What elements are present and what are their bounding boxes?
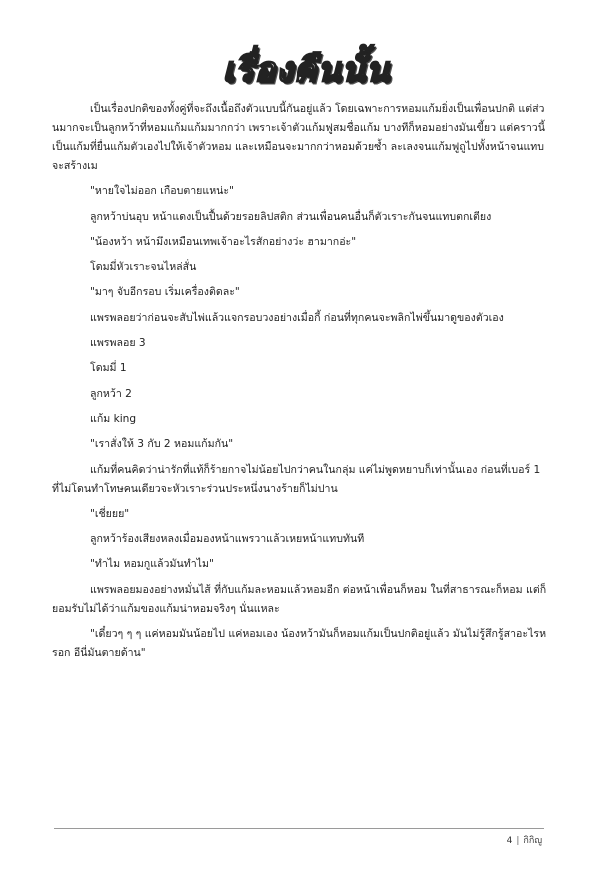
footer-separator: | [516, 836, 520, 846]
paragraph: "เดี๋ยวๆ ๆ ๆ แค่หอมมันน้อยไป แค่หอมเอง น้องหว้ามันก็หอมแก้มเป็นปกติอยู่แล้ว มันไม่รู้สึกรู้สาอะไรหรอก อีนี่มันตายด้าน" [52, 628, 547, 660]
paragraph: "น้องหว้า หน้ามึงเหมือนเทพเจ้าอะไรสักอย่างว่ะ ฮามากอ่ะ" [90, 235, 357, 248]
paragraph: แก้ม king [90, 412, 137, 425]
paragraph: "เราสั่งให้ 3 กับ 2 หอมแก้มกัน" [90, 438, 234, 451]
paragraph: แพรพลอยว่าก่อนจะสับไพ่แล้วแจกรอบวงอย่างเมื่อกี้ ก่อนที่ทุกคนจะพลิกไพ่ขึ้นมาดูของตัวเอง [90, 311, 504, 324]
title-area [0, 48, 612, 92]
footer-divider [54, 828, 544, 829]
paragraph: "เชี่ยยย" [90, 507, 130, 520]
paragraph: ลูกหว้าร้องเสียงหลงเมื่อมองหน้าแพรวาแล้วเหยหน้าแทบทันที [90, 533, 365, 546]
paragraph: ลูกหว้า 2 [90, 387, 132, 400]
page-number: 4 [506, 836, 513, 846]
paragraph: แก้มที่คนคิดว่าน่ารักที่แท้ก็ร้ายกาจไม่น้อยไปกว่าคนในกลุ่ม แค่ไม่พูดหยาบก็เท่านั้นเอง ก่อนที่เบอร์ 1 ที่ไม่โดนทำโทษคนเดียวจะหัวเราะร่วนประหนึ่งนางร้ายก็ไม่ปาน [52, 463, 541, 495]
story-body [52, 100, 548, 669]
paragraph: โดมมี่หัวเราะจนไหล่สั่น [90, 261, 197, 274]
author-name: กิกิญู [523, 836, 542, 846]
paragraph: เป็นเรื่องปกติของทั้งคู่ที่จะถึงเนื้อถึงตัวแบบนี้กันอยู่แล้ว โดยเฉพาะการหอมแก้มยิ่งเป็นเพื่อนปกติ แต่ส่วนมากจะเป็นลูกหว้าที่หอมแก้มแก้มมากกว่า เพราะเจ้าตัวแก้มฟูสมชื่อแก้ม บางทีก็หอมอย่างมันเขี้ยว แต่คราวนี้เป็นแก้มที่ยื่นแก้มตัวเองไปให้เจ้าตัวหอม และเหมือนจะมากกว่าหอมด้วยซ้ำ ละเลงจนแก้มฟูถูไปทั้งหน้าจนแทบจะสร้างเม [52, 103, 546, 172]
paragraph: แพรพลอย 3 [90, 337, 146, 350]
paragraph: "หายใจไม่ออก เกือบตายแหน่ะ" [90, 185, 234, 198]
paragraph: "มาๆ จับอีกรอบ เริ่มเครื่องติดละ" [90, 286, 240, 299]
page-title: เรื่องคืนนั้น [222, 50, 390, 90]
paragraph: "ทำไม หอมกูแล้วมันทำไม" [90, 558, 214, 571]
paragraph: แพรพลอยมองอย่างหมั่นไส้ ที่กับแก้มละหอมแล้วหอมอีก ต่อหน้าเพื่อนก็หอม ในที่สาธารณะก็หอม แต่ก็ยอมรับไม่ได้ว่าแก้มของแก้มน่าหอมจริงๆ นั่นแหละ [52, 583, 547, 615]
page-footer [507, 833, 542, 847]
paragraph: ลูกหว้าบ่นอุบ หน้าแดงเป็นปื้นด้วยรอยลิปสติก ส่วนเพื่อนคนอื่นก็ตัวเราะกันจนแทบตกเตียง [90, 210, 492, 223]
paragraph: โดมมี่ 1 [90, 362, 127, 375]
